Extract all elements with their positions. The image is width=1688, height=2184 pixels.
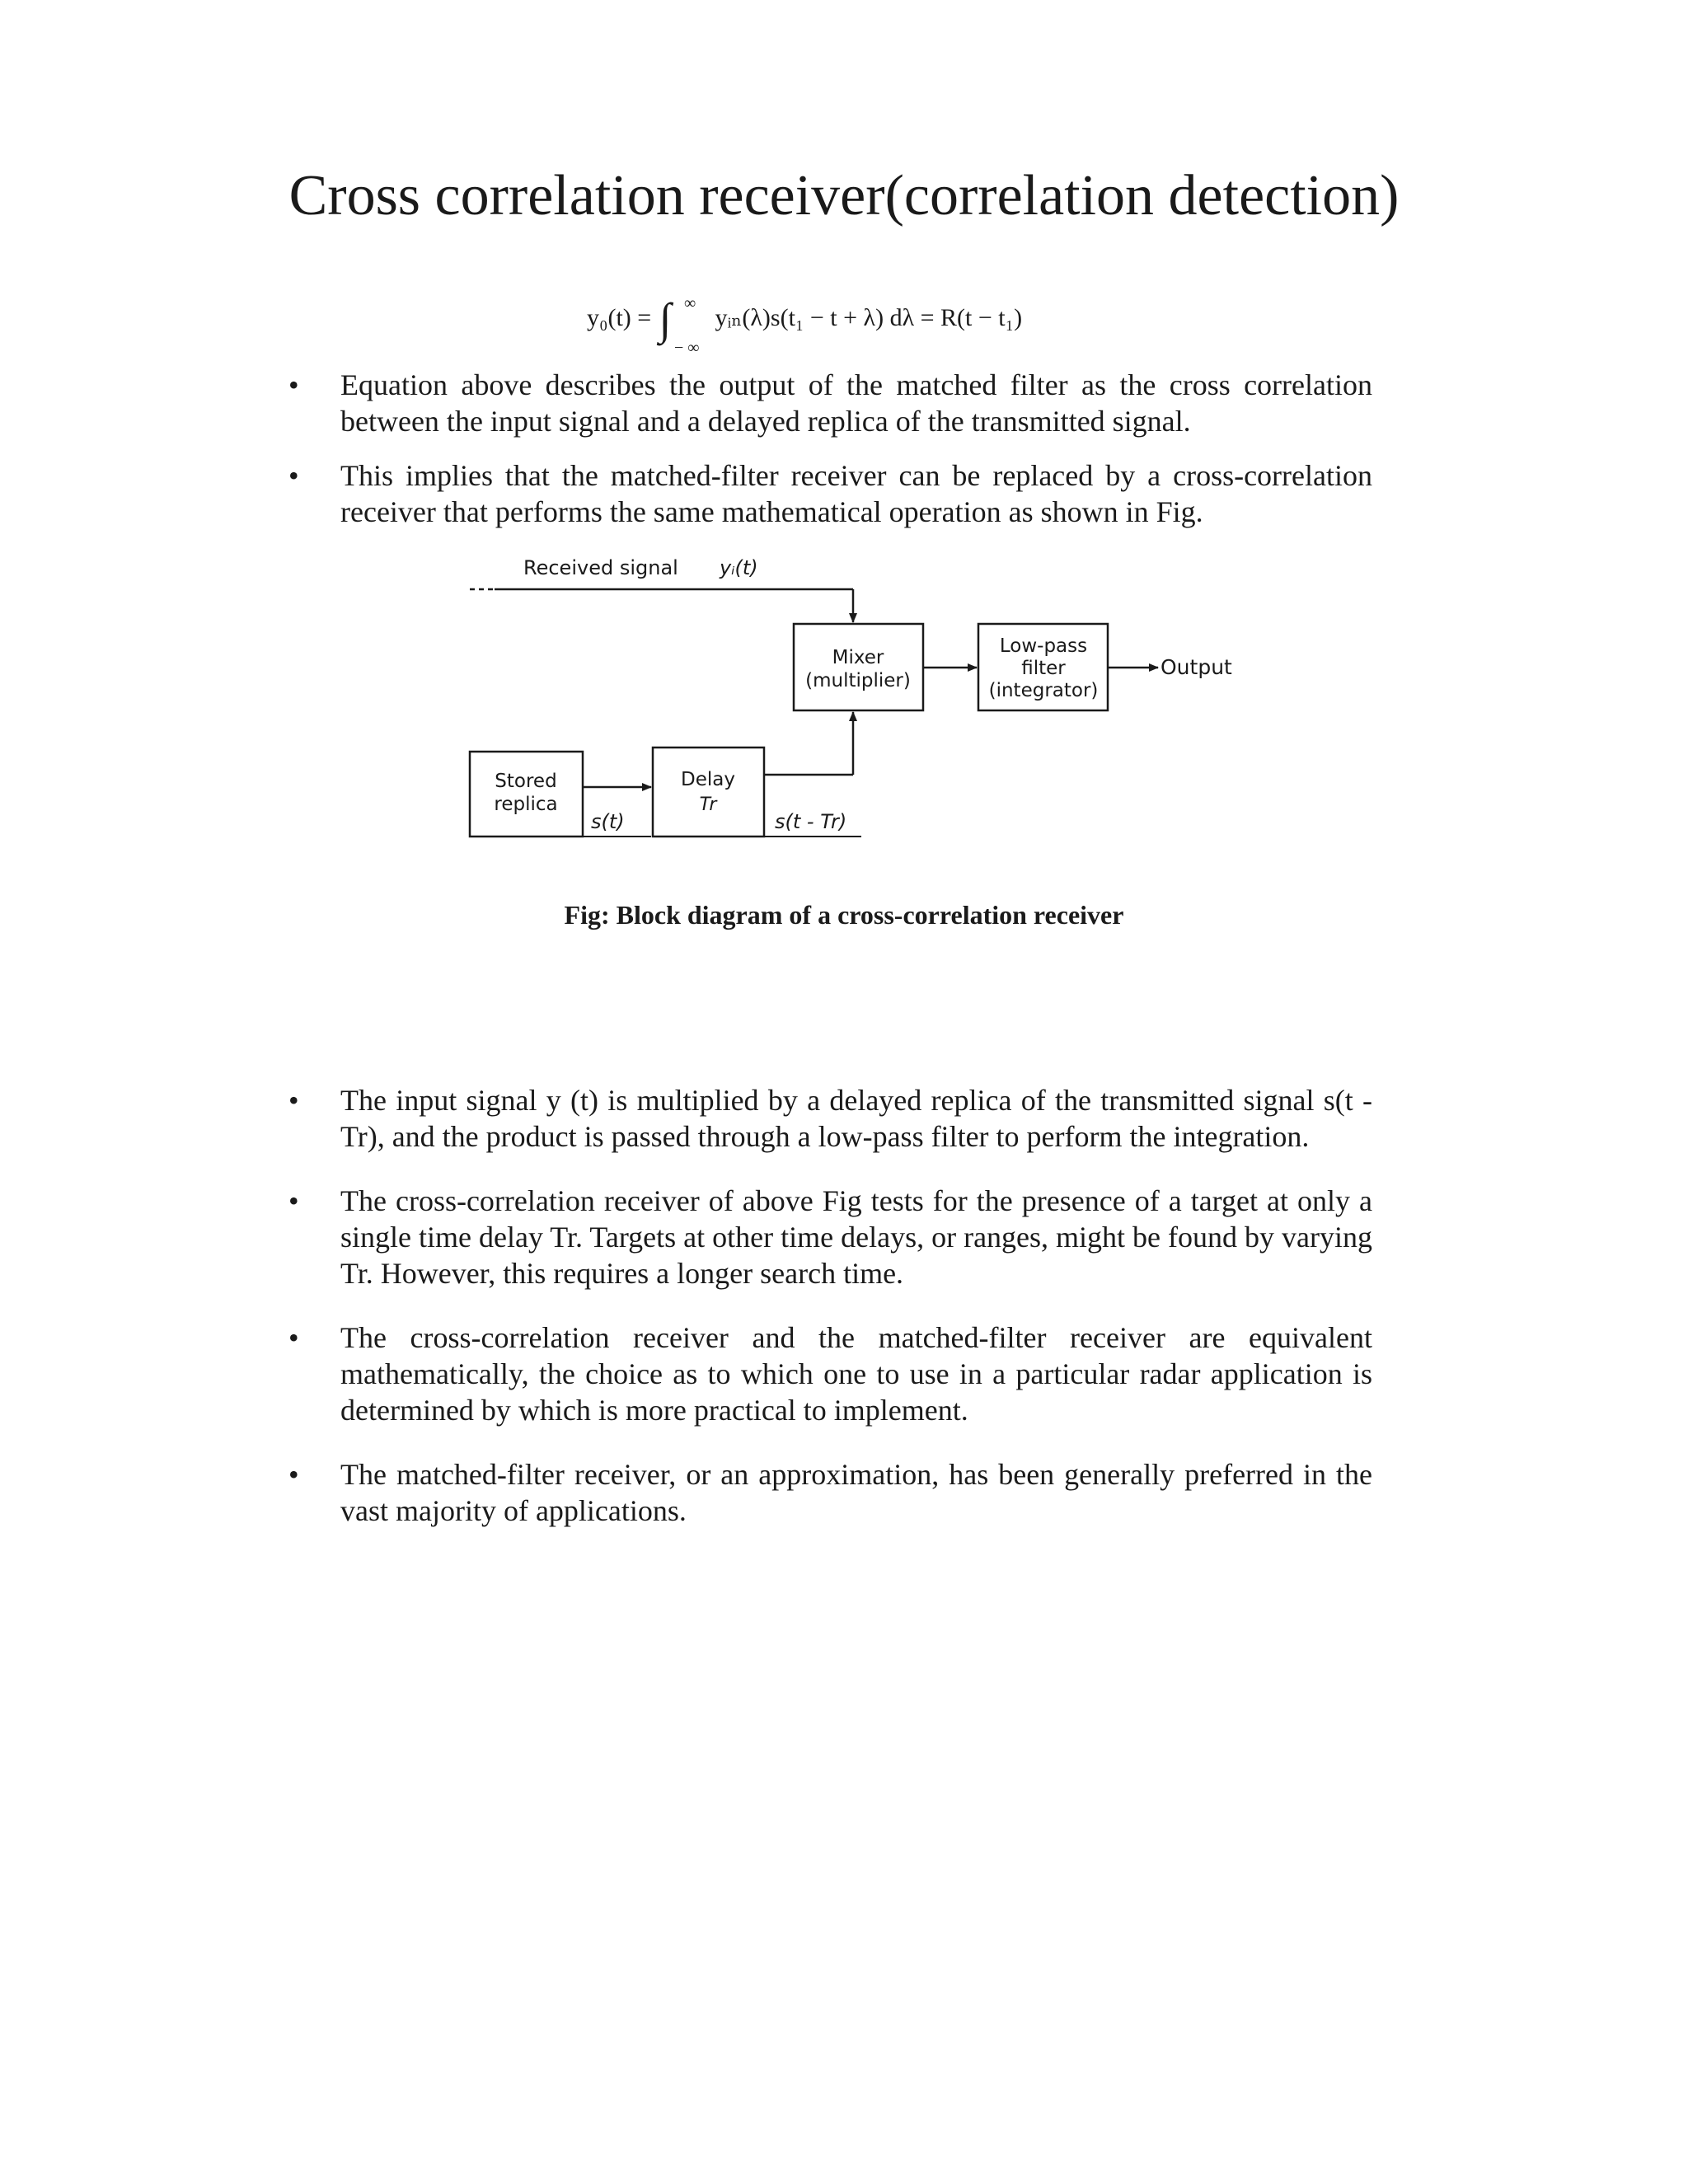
bullet-icon: • (288, 368, 299, 401)
block-diagram (457, 548, 1249, 853)
lower-limit: − ∞ (674, 339, 700, 358)
matched-filter-equation (587, 293, 1023, 358)
list-item-text: The cross-correlation receiver and the matched-filter receiver are equivalent mathematically, the choice as to which one to use in a particular radar application is determined by which is more practical to implement. (340, 1321, 1372, 1427)
bullet-icon: • (288, 1321, 299, 1354)
list-item-text: The cross-correlation receiver of above Fig tests for the presence of a target at only a single time delay Tr. Targets at other time delays, or ranges, might be found by varying Tr. However, this requires a longer search time. (340, 1184, 1372, 1290)
integral-sign: ∫ (659, 294, 672, 344)
bullet-icon: • (288, 1458, 299, 1491)
upper-limit: ∞ (684, 294, 696, 313)
list-item (288, 367, 1372, 439)
delay-block (653, 748, 764, 837)
list-item-text: This implies that the matched-filter receiver can be replaced by a cross-correlation receiver that performs the same mathematical operation as shown in Fig. (340, 459, 1372, 528)
equation-lhs: y₀(t) = (587, 304, 652, 331)
list-item (288, 457, 1372, 530)
body-bullet-list (288, 1082, 1372, 1557)
list-item-text: Equation above describes the output of the matched filter as the cross correlation between the input signal and a delayed replica of the transmitted signal. (340, 368, 1372, 438)
list-item (288, 1082, 1372, 1155)
lpf-label-line2: filter (1021, 658, 1066, 679)
list-item-text: The matched-filter receiver, or an approximation, has been generally preferred in the vast majority of applications. (340, 1458, 1372, 1527)
stored-label-line1: Stored (495, 771, 557, 792)
delay-label-line2: Tr (699, 794, 717, 815)
page-title: Cross correlation receiver(correlation detection) (288, 164, 1400, 227)
output-label: Output (1160, 655, 1232, 679)
list-item (288, 1456, 1372, 1529)
equation-integrand: yᵢₙ(λ)s(t₁ − t + λ) dλ = R(t − t₁) (715, 304, 1023, 331)
delay-label-line1: Delay (681, 769, 735, 790)
bullet-icon: • (288, 1084, 299, 1117)
bullet-icon: • (288, 459, 299, 492)
mixer-label-line1: Mixer (832, 647, 884, 668)
lpf-label-line3: (integrator) (988, 680, 1099, 701)
figure-caption: Fig: Block diagram of a cross-correlation receiver (564, 900, 1124, 930)
s-t-tr-label: s(t - Tr) (775, 810, 847, 833)
intro-bullet-list (288, 367, 1372, 548)
lpf-label-line1: Low-pass (999, 635, 1088, 657)
bullet-icon: • (288, 1184, 299, 1217)
list-item-text: The input signal y (t) is multiplied by a delayed replica of the transmitted signal s(t - Tr), and the product is passed through a low-pass filter to perform the integration. (340, 1084, 1372, 1153)
integral-limits (674, 294, 709, 358)
list-item (288, 1183, 1372, 1291)
received-signal-label: Received signal (523, 556, 678, 579)
s-t-label: s(t) (591, 810, 625, 833)
received-signal-symbol: yᵢ(t) (720, 556, 758, 579)
list-item (288, 1319, 1372, 1428)
mixer-label-line2: (multiplier) (805, 670, 911, 691)
stored-label-line2: replica (494, 794, 558, 815)
